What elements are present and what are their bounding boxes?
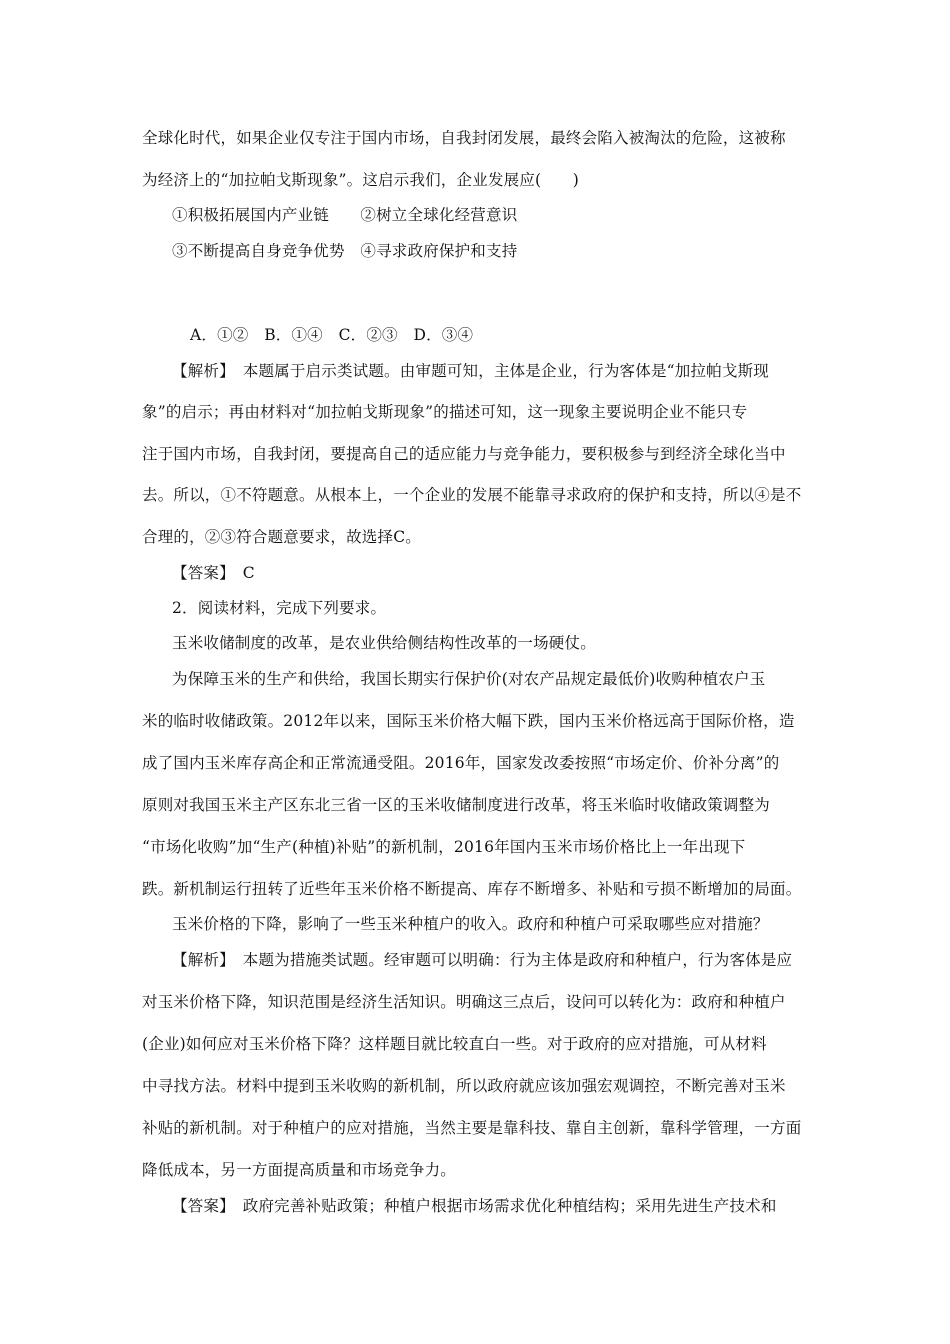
q1-items-line-1: ①积极拓展国内产业链 ②树立全球化经营意识 bbox=[172, 206, 518, 224]
q2-analysis-line: 降低成本，另一方面提高质量和市场竞争力。 bbox=[142, 1161, 457, 1179]
q1-analysis-line: 象”的启示；再由材料对“加拉帕戈斯现象”的描述可知，这一现象主要说明企业不能只专 bbox=[142, 403, 748, 421]
q1-stem-line-2: 为经济上的“加拉帕戈斯现象”。这启示我们，企业发展应( ) bbox=[142, 171, 579, 189]
q1-items-line-2: ③不断提高自身竞争优势 ④寻求政府保护和支持 bbox=[172, 242, 518, 260]
q2-material-line: 跌。新机制运行扭转了近些年玉米价格不断提高、库存不断增多、补贴和亏损不断增加的局面。 bbox=[142, 880, 802, 898]
q2-analysis-line: (企业)如何应对玉米价格下降？这样题目就比较直白一些。对于政府的应对措施，可从材料 bbox=[142, 1035, 767, 1053]
q2-analysis-line: 补贴的新机制。对于种植户的应对措施，当然主要是靠科技、靠自主创新，靠科学管理，一方面 bbox=[142, 1119, 802, 1137]
q2-analysis-line: 中寻找方法。材料中提到玉米收购的新机制，所以政府就应该加强宏观调控，不断完善对玉米 bbox=[142, 1077, 786, 1095]
q1-analysis-line: 去。所以，①不符题意。从根本上，一个企业的发展不能靠寻求政府的保护和支持，所以④是不 bbox=[142, 486, 802, 504]
q2-answer: 【答案】 政府完善补贴政策；种植户根据市场需求优化种植结构；采用先进生产技术和 bbox=[172, 1197, 777, 1215]
q2-material-line: 成了国内玉米库存高企和正常流通受阻。2016年，国家发改委按照“市场定价、价补分离”的 bbox=[142, 754, 780, 772]
q2-analysis-line: 【解析】 本题为措施类试题。经审题可以明确：行为主体是政府和种植户，行为客体是应 bbox=[172, 951, 793, 969]
q2-heading: 2．阅读材料，完成下列要求。 bbox=[172, 599, 387, 617]
q1-analysis-line: 注于国内市场，自我封闭，要提高自己的适应能力与竞争能力，要积极参与到经济全球化当中 bbox=[142, 445, 786, 463]
q1-answer: 【答案】 C bbox=[172, 564, 255, 582]
q2-material-line: 原则对我国玉米主产区东北三省一区的玉米收储制度进行改革，将玉米临时收储政策调整为 bbox=[142, 796, 771, 814]
q2-material-intro: 玉米收储制度的改革，是农业供给侧结构性改革的一场硬仗。 bbox=[172, 634, 596, 652]
q1-analysis-line: 【解析】 本题属于启示类试题。由审题可知，主体是企业，行为客体是“加拉帕戈斯现 bbox=[172, 362, 769, 380]
q2-material-line: 米的临时收储政策。2012年以来，国际玉米价格大幅下跌，国内玉米价格远高于国际价格，造 bbox=[142, 712, 795, 730]
q2-question: 玉米价格的下降，影响了一些玉米种植户的收入。政府和种植户可采取哪些应对措施？ bbox=[172, 915, 769, 933]
q2-material-line: 为保障玉米的生产和供给，我国长期实行保护价(对农产品规定最低价)收购种植农户玉 bbox=[172, 670, 766, 688]
q1-stem-line-1: 全球化时代，如果企业仅专注于国内市场，自我封闭发展，最终会陷入被淘汰的危险，这被称 bbox=[142, 129, 786, 147]
q1-analysis-line: 合理的，②③符合题意要求，故选择C。 bbox=[142, 528, 421, 546]
q2-material-line: “市场化收购”加“生产(种植)补贴”的新机制，2016年国内玉米市场价格比上一年出现下 bbox=[142, 838, 746, 856]
q1-options: A．①② B．①④ C．②③ D．③④ bbox=[190, 326, 474, 344]
q2-analysis-line: 对玉米价格下降，知识范围是经济生活知识。明确这三点后，设问可以转化为：政府和种植户 bbox=[142, 993, 786, 1011]
